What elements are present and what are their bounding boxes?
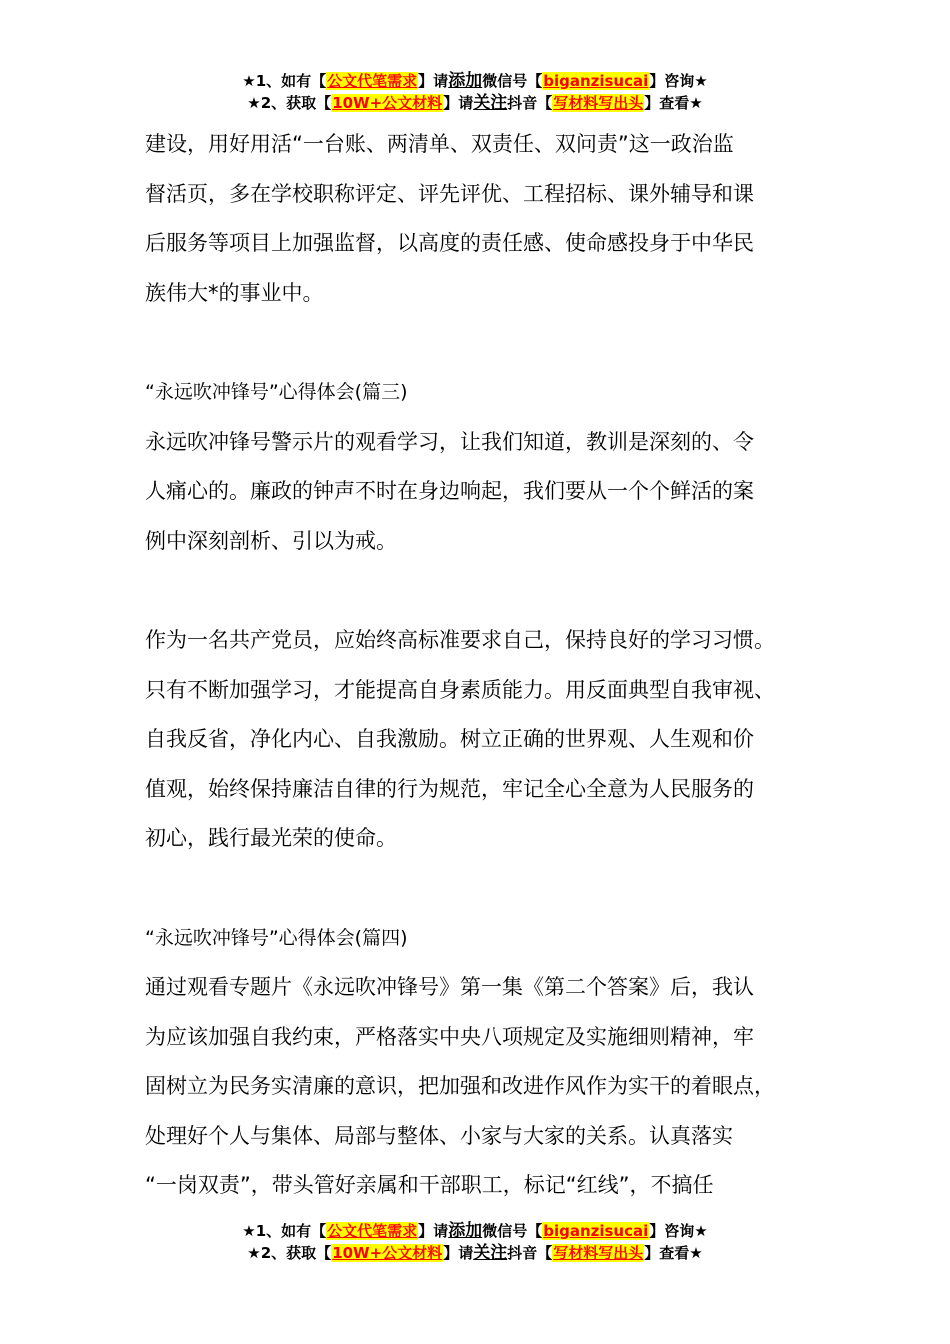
text-line: 永远吹冲锋号警示片的观看学习，让我们知道，教训是深刻的、令 [145, 429, 754, 454]
section-heading-4: “永远吹冲锋号”心得体会(篇四) [145, 926, 408, 949]
blank-line [145, 318, 835, 368]
banner-line-1: ★1、如有【公文代笔需求】请添加微信号【biganzisucai】咨询★ [242, 71, 708, 91]
blank-line [145, 864, 835, 914]
bottom-promo-banner [0, 1220, 950, 1264]
text-line: 作为一名共产党员，应始终高标准要求自己，保持良好的学习习惯。 [145, 627, 775, 652]
emphasis-follow: 关注 [473, 1243, 508, 1263]
section-heading-3: “永远吹冲锋号”心得体会(篇三) [145, 380, 408, 403]
paragraph-3 [145, 616, 835, 864]
banner-line-2: ★2、获取【10W+公文材料】请关注抖音【写材料写出头】查看★ [247, 93, 703, 113]
text-line: 例中深刻剖析、引以为戒。 [145, 528, 397, 553]
highlight-wechat-id: biganzisucai [543, 1222, 649, 1240]
document-body [145, 120, 835, 1211]
emphasis-add: 添加 [448, 1221, 483, 1241]
text-line: 初心，践行最光荣的使命。 [145, 826, 397, 851]
text-line: 通过观看专题片《永远吹冲锋号》第一集《第二个答案》后，我认 [145, 975, 754, 1000]
text-line: “一岗双责”，带头管好亲属和干部职工，标记“红线”，不搞任 [145, 1173, 714, 1198]
highlight-materials: 10W+公文材料 [332, 1244, 443, 1262]
paragraph-1 [145, 120, 835, 318]
text-line: 处理好个人与集体、局部与整体、小家与大家的关系。认真落实 [145, 1123, 733, 1148]
highlight-service: 公文代笔需求 [327, 1222, 418, 1240]
text-line: 只有不断加强学习，才能提高自身素质能力。用反面典型自我审视、 [145, 677, 775, 702]
top-promo-banner [0, 70, 950, 114]
paragraph-4 [145, 963, 835, 1211]
text-line: 督活页，多在学校职称评定、评先评优、工程招标、课外辅导和课 [145, 181, 754, 206]
emphasis-add: 添加 [448, 71, 483, 91]
banner-line-2: ★2、获取【10W+公文材料】请关注抖音【写材料写出头】查看★ [247, 1243, 703, 1263]
highlight-douyin-account: 写材料写出头 [553, 1244, 644, 1262]
text-line: 人痛心的。廉政的钟声不时在身边响起，我们要从一个个鲜活的案 [145, 479, 754, 504]
highlight-douyin-account: 写材料写出头 [553, 94, 644, 112]
text-line: 固树立为民务实清廉的意识，把加强和改进作风作为实干的着眼点， [145, 1074, 775, 1099]
text-line: 自我反省，净化内心、自我激励。树立正确的世界观、人生观和价 [145, 727, 754, 752]
emphasis-follow: 关注 [473, 93, 508, 113]
text-line: 后服务等项目上加强监督，以高度的责任感、使命感投身于中华民 [145, 231, 754, 256]
paragraph-2 [145, 418, 835, 567]
highlight-wechat-id: biganzisucai [543, 72, 649, 90]
highlight-service: 公文代笔需求 [327, 72, 418, 90]
text-line: 值观，始终保持廉洁自律的行为规范，牢记全心全意为人民服务的 [145, 776, 754, 801]
text-line: 族伟大*的事业中。 [145, 280, 324, 305]
text-line: 建设，用好用活“一台账、两清单、双责任、双问责”这一政治监 [145, 132, 734, 156]
text-line: 为应该加强自我约束，严格落实中央八项规定及实施细则精神，牢 [145, 1024, 754, 1049]
highlight-materials: 10W+公文材料 [332, 94, 443, 112]
banner-line-1: ★1、如有【公文代笔需求】请添加微信号【biganzisucai】咨询★ [242, 1221, 708, 1241]
blank-line [145, 566, 835, 616]
